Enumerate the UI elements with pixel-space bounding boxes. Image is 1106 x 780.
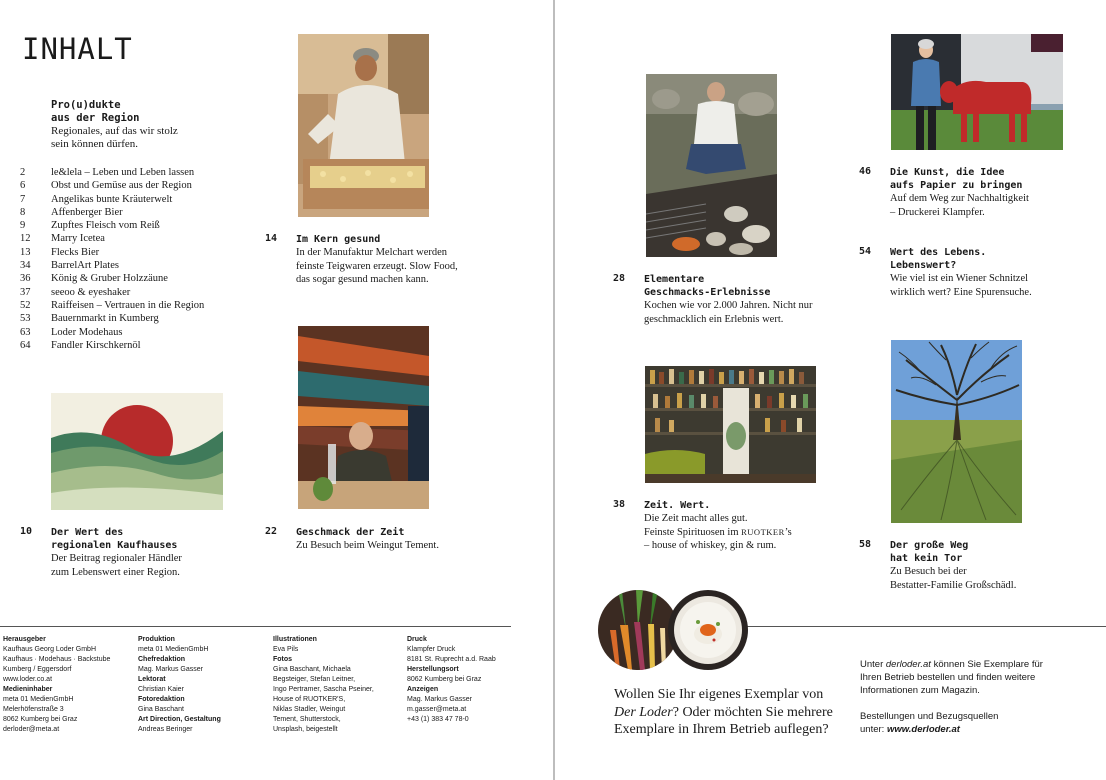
toc-item[interactable]	[20, 286, 250, 299]
brand-ruotker: RUOTKER	[741, 526, 785, 537]
imprint-heading: Chefredaktion	[138, 656, 186, 663]
toc-page-number: 52	[20, 299, 31, 311]
toc-title: Loder Modehaus	[51, 326, 123, 338]
feature-page-number: 58	[859, 539, 872, 550]
feature-description: Zu Besuch beim Weingut Tement.	[296, 540, 439, 551]
toc-page-number: 34	[20, 260, 31, 272]
order-question: Wollen Sie Ihr eigenes Exemplar von Der Loder? Oder möchten Sie mehrere Exemplare in Ihrem Betrieb auflegen?	[614, 687, 833, 737]
photo-oak-tree	[891, 340, 1022, 523]
feature-description: Der Beitrag regionaler Händler zum Lebenswert einer Region.	[51, 553, 182, 578]
imprint-line: Mag. Markus Gasser	[407, 696, 472, 703]
imprint-heading: Anzeigen	[407, 686, 439, 693]
feature-page-number: 54	[859, 246, 872, 257]
imprint-line: Klampfer Druck	[407, 646, 456, 653]
toc-page-number: 12	[20, 233, 31, 245]
toc-title: Affenberger Bier	[51, 206, 123, 218]
imprint-line: Gina Baschant	[138, 706, 184, 713]
feature-page-number: 10	[20, 526, 33, 537]
toc-item[interactable]	[20, 246, 250, 259]
toc-page-number: 64	[20, 339, 31, 351]
toc-item[interactable]	[20, 272, 250, 285]
feature-title: Geschmack der Zeit	[296, 527, 405, 538]
imprint-line: Mag. Markus Gasser	[138, 666, 203, 673]
toc-title: Raiffeisen – Vertrauen in die Region	[51, 299, 205, 311]
magazine-name: Der Loder	[614, 704, 673, 720]
feature-page-number: 46	[859, 166, 872, 177]
photo-pasta-maker	[298, 34, 429, 217]
imprint-line: +43 (1) 383 47 78-0	[407, 716, 469, 723]
order-link-inline[interactable]: derloder.at	[885, 659, 931, 670]
imprint-line: meta 01 MedienGmbH	[138, 646, 209, 653]
feature-description: Auf dem Weg zur Nachhaltigkeit – Druckerei Klampfer.	[890, 193, 1029, 218]
order-website-link[interactable]: www.derloder.at	[886, 724, 960, 735]
right-page	[555, 0, 1106, 780]
feature-title: Elementare Geschmacks-Erlebnisse	[644, 274, 771, 298]
order-info: Unter derloder.at können Sie Exemplare für Ihren Betrieb bestellen und finden weitere Informationen zum Magazin. Bestellungen und Bezugsquellen unter: www.derloder.at	[860, 659, 1043, 735]
feature-description: In der Manufaktur Melchart werden feinste Teigwaren erzeugt. Slow Food, das sogar gesund machen kann.	[296, 247, 458, 285]
imprint-line: meta 01 MedienGmbH	[3, 696, 74, 703]
toc-item[interactable]	[20, 312, 250, 325]
imprint-line: 8062 Kumberg bei Graz	[3, 716, 78, 723]
imprint-line: Kaufhaus · Modehaus · Backstube	[3, 656, 111, 663]
feature-description: Wie viel ist ein Wiener Schnitzel wirklich wert? Eine Spurensuche.	[890, 273, 1032, 298]
feature-title: Der große Weg hat kein Tor	[890, 540, 969, 564]
imprint-heading: Herausgeber	[3, 636, 46, 643]
imprint-line: Begsteiger, Stefan Leitner,	[273, 676, 356, 683]
imprint-heading: Illustrationen	[273, 636, 317, 643]
imprint-line: Kumberg / Eggersdorf	[3, 666, 72, 673]
imprint-line: Ingo Pertramer, Sascha Pseiner,	[273, 686, 374, 693]
toc-page-number: 63	[20, 326, 31, 338]
feature-description: Zu Besuch bei der Bestatter-Familie Großschädl.	[890, 566, 1017, 591]
feature-description: Kochen wie vor 2.000 Jahren. Nicht nur geschmacklich ein Erlebnis wert.	[644, 300, 813, 325]
imprint-heading: Lektorat	[138, 676, 166, 683]
toc-page-number: 2	[20, 167, 26, 178]
toc-list	[20, 166, 250, 352]
photo-chef-fire	[646, 74, 777, 257]
feature-page-number: 14	[265, 233, 278, 244]
photo-plated-dish-circle	[668, 590, 748, 670]
toc-page-number: 53	[20, 313, 31, 325]
imprint-heading: Produktion	[138, 636, 175, 643]
toc-item[interactable]	[20, 232, 250, 245]
feature-description: Die Zeit macht alles gut. Feinste Spirituosen im RUOTKER’s – house of whiskey, gin & rum.	[644, 513, 792, 551]
feature-title: Im Kern gesund	[296, 234, 381, 245]
imprint-line: Unsplash, beigestellt	[273, 726, 338, 733]
imprint-line: www.loder.co.at	[3, 676, 53, 683]
photo-red-cow	[891, 34, 1063, 150]
page-title: INHALT	[22, 32, 133, 66]
imprint-column-credits	[273, 635, 403, 735]
order-divider	[743, 626, 1106, 627]
imprint-line: derloder@meta.at	[3, 726, 60, 733]
feature-title: Wert des Lebens. Lebenswert?	[890, 247, 987, 271]
imprint-line: Melerhöfenstraße 3	[3, 706, 64, 713]
intro-title: Pro(u)dukte aus der Region	[51, 99, 140, 124]
imprint-line: Eva Pils	[273, 646, 299, 653]
photo-carrots-circle	[598, 590, 678, 670]
imprint-column-production	[138, 635, 268, 735]
photo-whiskey-bar	[645, 366, 816, 483]
imprint-line: Gina Baschant, Michaela	[273, 666, 351, 673]
toc-title: Bauernmarkt in Kumberg	[51, 313, 159, 325]
toc-title: Angelikas bunte Kräuterwelt	[51, 193, 173, 205]
feature-page-number: 22	[265, 526, 278, 537]
toc-item[interactable]	[20, 326, 250, 339]
imprint-column-print	[407, 635, 537, 725]
imprint-line: 8181 St. Ruprecht a.d. Raab	[407, 656, 496, 663]
toc-title: Fandler Kirschkernöl	[51, 339, 141, 351]
toc-item[interactable]	[20, 219, 250, 232]
toc-item[interactable]	[20, 206, 250, 219]
toc-title: le&lela – Leben und Leben lassen	[51, 167, 195, 178]
imprint-line: m.gasser@meta.at	[407, 706, 467, 713]
toc-title: König & Gruber Holzzäune	[51, 273, 168, 285]
imprint-divider	[0, 626, 511, 627]
imprint-line: Christian Kaier	[138, 686, 184, 693]
toc-page-number: 7	[20, 193, 26, 205]
toc-item[interactable]	[20, 179, 250, 192]
imprint-line: House of RUOTKER'S,	[273, 696, 346, 703]
imprint-line: Niklas Stadler, Weingut	[273, 706, 346, 713]
imprint-heading: Medieninhaber	[3, 686, 53, 693]
toc-page-number: 36	[20, 273, 31, 285]
toc-item[interactable]	[20, 339, 250, 352]
toc-title: Obst und Gemüse aus der Region	[51, 180, 192, 192]
toc-title: Zupftes Fleisch vom Reiß	[51, 220, 160, 232]
toc-page-number: 13	[20, 246, 31, 258]
toc-title: seeoo & eyeshaker	[51, 286, 131, 298]
feature-title: Der Wert des regionalen Kaufhauses	[51, 527, 178, 551]
imprint-heading: Herstellungsort	[407, 666, 459, 673]
imprint-heading: Druck	[407, 636, 427, 643]
imprint-heading: Art Direction, Gestaltung	[138, 716, 221, 723]
illustration-hills-sun	[51, 393, 223, 510]
feature-title: Zeit. Wert.	[644, 500, 711, 511]
imprint-line: 8062 Kumberg bei Graz	[407, 676, 482, 683]
toc-item[interactable]	[20, 259, 250, 272]
intro-subtitle: Regionales, auf das wir stolz sein können dürfen.	[51, 125, 178, 150]
feature-page-number: 38	[613, 499, 626, 510]
toc-item[interactable]	[20, 193, 250, 206]
imprint-line: Tement, Shutterstock,	[273, 716, 341, 723]
imprint-line: Kaufhaus Georg Loder GmbH	[3, 646, 96, 653]
toc-page-number: 6	[20, 180, 26, 192]
toc-title: Marry Icetea	[51, 233, 105, 245]
toc-title: Flecks Bier	[51, 246, 100, 258]
imprint-line: Andreas Beringer	[138, 726, 193, 733]
feature-page-number: 28	[613, 273, 626, 284]
imprint-column-publisher	[3, 635, 133, 735]
feature-title: Die Kunst, die Idee aufs Papier zu bringen	[890, 167, 1023, 191]
photo-winemaker	[298, 326, 429, 509]
toc-title: BarrelArt Plates	[51, 260, 119, 272]
toc-page-number: 37	[20, 286, 31, 298]
toc-page-number: 9	[20, 220, 26, 232]
toc-item[interactable]	[20, 299, 250, 312]
imprint-heading: Fotoredaktion	[138, 696, 185, 703]
toc-item[interactable]	[20, 166, 250, 179]
toc-page-number: 8	[20, 206, 26, 218]
imprint-heading: Fotos	[273, 656, 293, 663]
